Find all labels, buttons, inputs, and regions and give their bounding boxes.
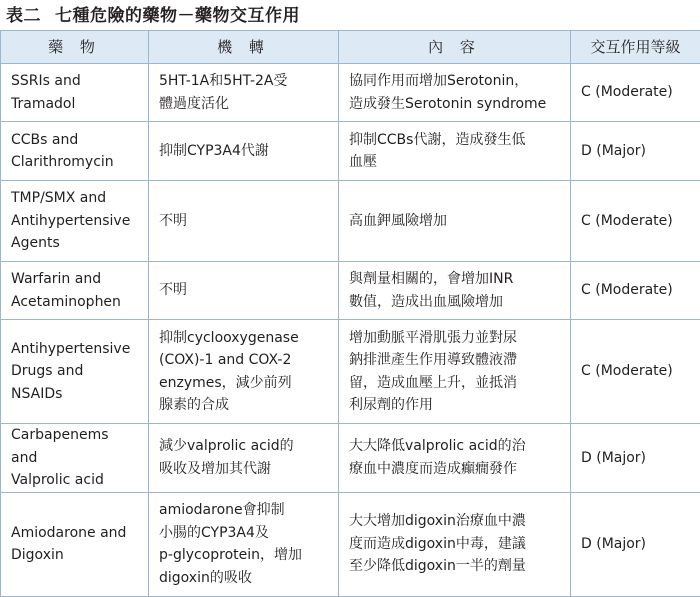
cell-line: 不明 (159, 279, 328, 302)
cell-line: 血壓 (349, 151, 560, 174)
grade-cell: D (Major) (571, 492, 700, 596)
header-content: 內 容 (339, 31, 571, 64)
content-cell (339, 262, 571, 320)
cell-line: NSAIDs (11, 383, 138, 406)
table-row (1, 320, 700, 424)
cell-line: 體過度活化 (159, 93, 328, 116)
cell-line: 5HT-1A和5HT-2A受 (159, 70, 328, 93)
cell-line: amiodarone會抑制 (159, 499, 328, 522)
mechanism-cell (149, 262, 339, 320)
cell-line: CCBs and (11, 129, 138, 152)
grade-cell: D (Major) (571, 424, 700, 493)
cell-line: 抑制CYP3A4代謝 (159, 140, 328, 163)
drug-cell (1, 320, 149, 424)
cell-line: Warfarin and (11, 268, 138, 291)
mechanism-cell (149, 122, 339, 181)
cell-line: SSRIs and (11, 70, 138, 93)
content-cell (339, 64, 571, 122)
cell-line: 抑制CCBs代謝，造成發生低 (349, 129, 560, 152)
table-row (1, 424, 700, 493)
table-row (1, 181, 700, 262)
drug-interaction-table (0, 30, 700, 597)
cell-line: Carbapenems and (11, 424, 138, 469)
cell-line: Acetaminophen (11, 291, 138, 314)
cell-line: 協同作用而增加Serotonin， (349, 70, 560, 93)
table-number: 表二 (6, 6, 41, 26)
drug-cell (1, 181, 149, 262)
cell-line: Amiodarone and (11, 522, 138, 545)
cell-line: 與劑量相關的，會增加INR (349, 268, 560, 291)
cell-line: Digoxin (11, 544, 138, 567)
cell-line: digoxin的吸收 (159, 567, 328, 590)
table-row (1, 122, 700, 181)
cell-line: 數值，造成出血風險增加 (349, 291, 560, 314)
cell-line: Agents (11, 232, 138, 255)
header-drug: 藥 物 (1, 31, 149, 64)
drug-cell (1, 122, 149, 181)
cell-line: Tramadol (11, 93, 138, 116)
table-row (1, 492, 700, 596)
content-cell (339, 320, 571, 424)
drug-cell (1, 262, 149, 320)
cell-line: Valprolic acid (11, 469, 138, 492)
cell-line: 度而造成digoxin中毒，建議 (349, 533, 560, 556)
cell-line: 療血中濃度而造成癲癇發作 (349, 458, 560, 481)
cell-line: 大大降低valprolic acid的治 (349, 435, 560, 458)
cell-line: p-glycoprotein，增加 (159, 544, 328, 567)
cell-line: 至少降低digoxin一半的劑量 (349, 555, 560, 578)
cell-line: 鈉排泄產生作用導致體液滯 (349, 349, 560, 372)
header-row (1, 31, 700, 64)
content-cell (339, 122, 571, 181)
table-row (1, 262, 700, 320)
drug-cell (1, 424, 149, 493)
header-grade: 交互作用等級 (571, 31, 700, 64)
cell-line: 不明 (159, 210, 328, 233)
cell-line: 利尿劑的作用 (349, 394, 560, 417)
cell-line: 腺素的合成 (159, 394, 328, 417)
cell-line: enzymes，減少前列 (159, 372, 328, 395)
table-row (1, 64, 700, 122)
cell-line: 吸收及增加其代謝 (159, 458, 328, 481)
grade-cell: C (Moderate) (571, 262, 700, 320)
drug-cell (1, 64, 149, 122)
content-cell (339, 424, 571, 493)
grade-cell: D (Major) (571, 122, 700, 181)
cell-line: Drugs and (11, 360, 138, 383)
cell-line: 高血鉀風險增加 (349, 210, 560, 233)
cell-line: 小腸的CYP3A4及 (159, 522, 328, 545)
content-cell (339, 492, 571, 596)
grade-cell: C (Moderate) (571, 320, 700, 424)
grade-cell: C (Moderate) (571, 181, 700, 262)
cell-line: 增加動脈平滑肌張力並對尿 (349, 327, 560, 350)
cell-line: 留，造成血壓上升，並抵消 (349, 372, 560, 395)
cell-line: Antihypertensive (11, 210, 138, 233)
header-mechanism: 機 轉 (149, 31, 339, 64)
mechanism-cell (149, 181, 339, 262)
mechanism-cell (149, 320, 339, 424)
cell-line: Clarithromycin (11, 151, 138, 174)
cell-line: (COX)-1 and COX-2 (159, 349, 328, 372)
cell-line: TMP/SMX and (11, 187, 138, 210)
mechanism-cell (149, 492, 339, 596)
cell-line: 抑制cyclooxygenase (159, 327, 328, 350)
cell-line: 大大增加digoxin治療血中濃 (349, 510, 560, 533)
drug-cell (1, 492, 149, 596)
mechanism-cell (149, 64, 339, 122)
cell-line: 減少valprolic acid的 (159, 435, 328, 458)
table-title: 七種危險的藥物－藥物交互作用 (55, 6, 300, 26)
content-cell (339, 181, 571, 262)
grade-cell: C (Moderate) (571, 64, 700, 122)
mechanism-cell (149, 424, 339, 493)
table-caption (6, 3, 300, 29)
cell-line: 造成發生Serotonin syndrome (349, 93, 560, 116)
cell-line: Antihypertensive (11, 338, 138, 361)
